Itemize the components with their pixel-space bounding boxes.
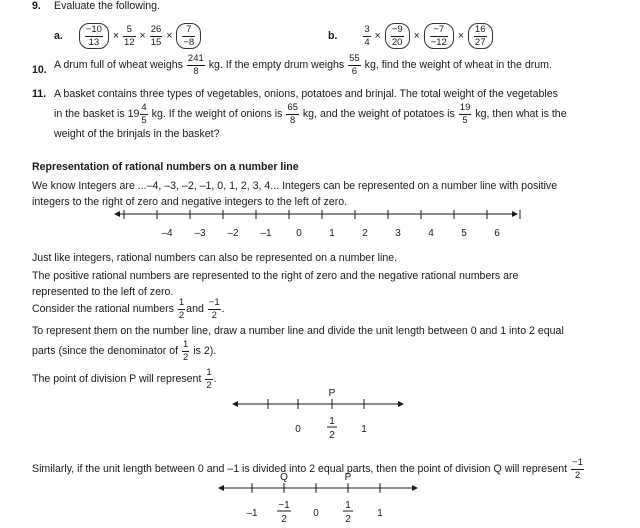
q10-number: 10.	[32, 64, 47, 76]
times-sign: ×	[166, 30, 173, 42]
q11-fraction-1: $\frac{4}{5}$	[141, 102, 147, 126]
q9a-term-1: $\frac{-10}{13}$	[79, 23, 109, 49]
q11-fraction-3: $\frac{19}{5}$	[459, 102, 471, 126]
paragraph-point-q: Similarly, if the unit length between 0 and –1 is divided into 2 equal parts, then the point of division Q will represent $\frac{-1}{2}$	[32, 457, 583, 481]
zero-label: 0	[313, 508, 319, 519]
q11-line-1: A basket contains three types of vegetables, onions, potatoes and brinjal. The total weight of the vegetables	[54, 88, 558, 100]
left-arrow-icon	[114, 211, 120, 217]
right-arrow-icon	[398, 401, 404, 407]
times-sign: ×	[413, 30, 420, 42]
q9b-term-2: $\frac{-9}{20}$	[385, 23, 410, 49]
one-label: 1	[361, 424, 367, 435]
q9b-label: b.	[328, 30, 338, 42]
q9a-term-3: $\frac{26}{15}$	[150, 24, 162, 48]
half-numerator: 1	[329, 416, 335, 427]
q9b-term-4: $\frac{16}{27}$	[468, 23, 493, 49]
q10-fraction-2: $\frac{55}{6}$	[349, 53, 360, 77]
q9a-term-2: $\frac{5}{12}$	[124, 24, 135, 48]
integer-tick-label: –4	[161, 228, 173, 239]
point-p-label: P	[344, 472, 352, 483]
fraction-minus-one-half: $\frac{-1}{2}$	[208, 297, 220, 321]
integer-tick-label: 5	[461, 228, 467, 239]
fraction-one-half: $\frac{1}{2}$	[206, 367, 212, 391]
integer-tick-label: –2	[227, 228, 239, 239]
paragraph-denominator: parts (since the denominator of $\frac{1}{2}$ is 2).	[32, 339, 217, 363]
q9a-label: a.	[54, 30, 63, 42]
q9a-expression	[54, 23, 202, 49]
minus-half-denominator: 2	[281, 514, 287, 525]
fraction-one-half: $\frac{1}{2}$	[183, 339, 189, 363]
paragraph-positive-negative-1: The positive rational numbers are represented to the right of zero and the negative rational numbers are	[32, 270, 519, 282]
half-numerator: 1	[345, 500, 351, 511]
q9-number: 9.	[32, 0, 41, 12]
paragraph-positive-negative-2: represented to the left of zero.	[32, 286, 174, 298]
times-sign: ×	[457, 30, 464, 42]
fraction-one-half: $\frac{1}{2}$	[178, 297, 185, 321]
q10-text: A drum full of wheat weighs $\frac{241}{8}$ kg. If the empty drum weighs $\frac{55}{6}$ kg, find the weight of wheat in the drum.	[54, 53, 552, 77]
half-denominator: 2	[329, 430, 335, 441]
q11-line-2: in the basket is 19 $\frac{4}{5}$ kg. If the weight of onions is $\frac{65}{8}$ kg, and the weight of potatoes is $\frac{19}{5}$ kg, then what is the	[54, 102, 567, 126]
paragraph-consider: Consider the rational numbers $\frac{1}{2}$ and $\frac{-1}{2}$ .	[32, 297, 225, 321]
integer-number-line	[110, 208, 530, 240]
zero-label: 0	[295, 424, 301, 435]
point-q-label: Q	[280, 472, 288, 483]
q9a-term-4: $\frac{7}{-8}$	[176, 23, 201, 49]
integer-tick-label: 3	[395, 228, 401, 239]
times-sign: ×	[139, 30, 146, 42]
section-title: Representation of rational numbers on a number line	[32, 161, 299, 173]
minus-half-numerator: −1	[278, 500, 290, 511]
q11-fraction-2: $\frac{65}{8}$	[287, 102, 298, 126]
point-p-label: P	[328, 388, 336, 399]
integer-tick-label: 6	[494, 228, 500, 239]
q9b-term-3: $\frac{-7}{-12}$	[424, 23, 454, 49]
paragraph-integers-1: We know Integers are ...–4, –3, –2, –1, 0, 1, 2, 3, 4... Integers can be represented on a number line with positive	[32, 180, 558, 192]
left-arrow-icon	[232, 401, 238, 407]
q9-prompt: Evaluate the following.	[54, 0, 161, 12]
integer-tick-label: 2	[362, 228, 368, 239]
q11-number: 11.	[32, 88, 47, 100]
integer-tick-label: –3	[194, 228, 206, 239]
paragraph-point-p: The point of division P will represent $\frac{1}{2}$ .	[32, 367, 217, 391]
q9b-expression	[328, 23, 494, 49]
half-denominator: 2	[345, 514, 351, 525]
right-arrow-icon	[412, 485, 418, 491]
right-arrow-icon	[512, 211, 518, 217]
paragraph-integers-2: integers to the right of zero and negative integers to the left of zero.	[32, 196, 348, 208]
integer-tick-label: 0	[296, 228, 302, 239]
times-sign: ×	[374, 30, 381, 42]
times-sign: ×	[112, 30, 120, 42]
integer-tick-label: 1	[329, 228, 335, 239]
integer-tick-label: 4	[428, 228, 434, 239]
q11-line-3: weight of the brinjals in the basket?	[54, 128, 220, 140]
fraction-minus-one-half: $\frac{-1}{2}$	[572, 457, 583, 481]
one-label: 1	[377, 508, 383, 519]
number-line-p	[228, 384, 408, 444]
neg-one-label: –1	[246, 508, 258, 519]
number-line-q-p	[214, 470, 424, 528]
paragraph-draw-line: To represent them on the number line, draw a number line and divide the unit length between 0 and 1 into 2 equal	[32, 325, 564, 337]
integer-tick-label: –1	[260, 228, 272, 239]
left-arrow-icon	[218, 485, 224, 491]
q9b-term-1: $\frac{3}{4}$	[364, 24, 370, 48]
q10-fraction-1: $\frac{241}{8}$	[187, 53, 204, 77]
paragraph-rational-intro: Just like integers, rational numbers can also be represented on a number line.	[32, 252, 398, 264]
